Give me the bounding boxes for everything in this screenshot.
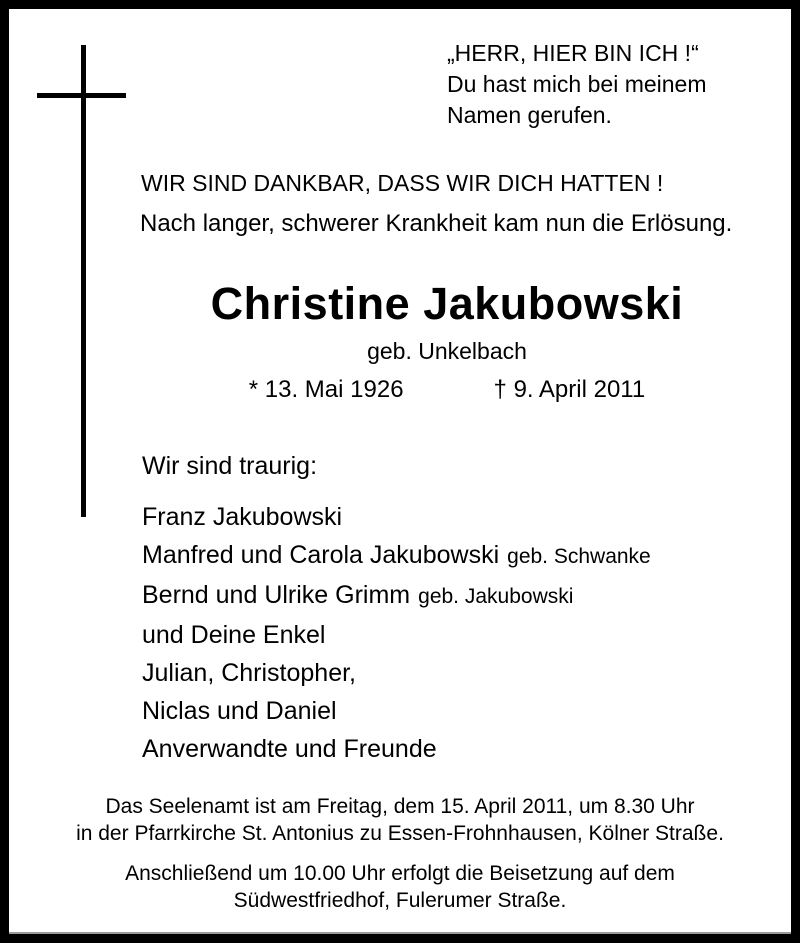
- deceased-name: Christine Jakubowski: [210, 278, 684, 329]
- burial-line-1: Anschließend um 10.00 Uhr erfolgt die Beisetzung auf dem: [125, 862, 675, 885]
- cross-vertical-bar: [81, 45, 86, 517]
- service-info: [9, 793, 791, 847]
- scripture-quote: [447, 38, 707, 131]
- mourner-line: [142, 616, 651, 654]
- mourner-line: [142, 576, 651, 616]
- mourner-name: Niclas und Daniel: [142, 697, 337, 725]
- mourner-name: Manfred und Carola Jakubowski: [142, 541, 500, 569]
- mourner-maiden-name: geb. Schwanke: [507, 545, 651, 568]
- burial-line-2: Südwestfriedhof, Fulerumer Straße.: [233, 889, 567, 912]
- quote-line-1: „HERR, HIER BIN ICH !“: [447, 40, 699, 66]
- mourner-line: [142, 692, 651, 730]
- mourner-name: Anverwandte und Freunde: [142, 735, 437, 763]
- gratitude-line: WIR SIND DANKBAR, DASS WIR DICH HATTEN !: [141, 170, 664, 196]
- mourner-name: Franz Jakubowski: [142, 503, 343, 531]
- burial-info: [9, 860, 791, 914]
- mourner-name: und Deine Enkel: [142, 621, 326, 649]
- mourner-line: [142, 654, 651, 692]
- mourner-name: Bernd und Ulrike Grimm: [142, 581, 411, 609]
- mourner-line: [142, 536, 651, 576]
- service-line-1: Das Seelenamt ist am Freitag, dem 15. April 2011, um 8.30 Uhr: [105, 795, 695, 818]
- quote-line-2: Du hast mich bei meinem: [447, 71, 707, 97]
- quote-line-3: Namen gerufen.: [447, 102, 612, 128]
- mourning-intro: Wir sind traurig:: [142, 452, 318, 480]
- life-dates: [90, 376, 800, 404]
- death-date: † 9. April 2011: [493, 376, 646, 403]
- maiden-name: geb. Unkelbach: [367, 338, 527, 364]
- service-line-2: in der Pfarrkirche St. Antonius zu Essen-Frohnhausen, Kölner Straße.: [76, 822, 724, 845]
- mourner-line: [142, 730, 651, 768]
- mourner-maiden-name: geb. Jakubowski: [418, 585, 574, 608]
- cross-horizontal-bar: [37, 93, 126, 98]
- mourners-list: [142, 498, 651, 768]
- scan-edge-line: [9, 932, 791, 934]
- birth-date: * 13. Mai 1926: [248, 376, 404, 403]
- release-line: Nach langer, schwerer Krankheit kam nun die Erlösung.: [140, 210, 733, 237]
- mourner-name: Julian, Christopher,: [142, 659, 357, 687]
- mourner-line: [142, 498, 651, 536]
